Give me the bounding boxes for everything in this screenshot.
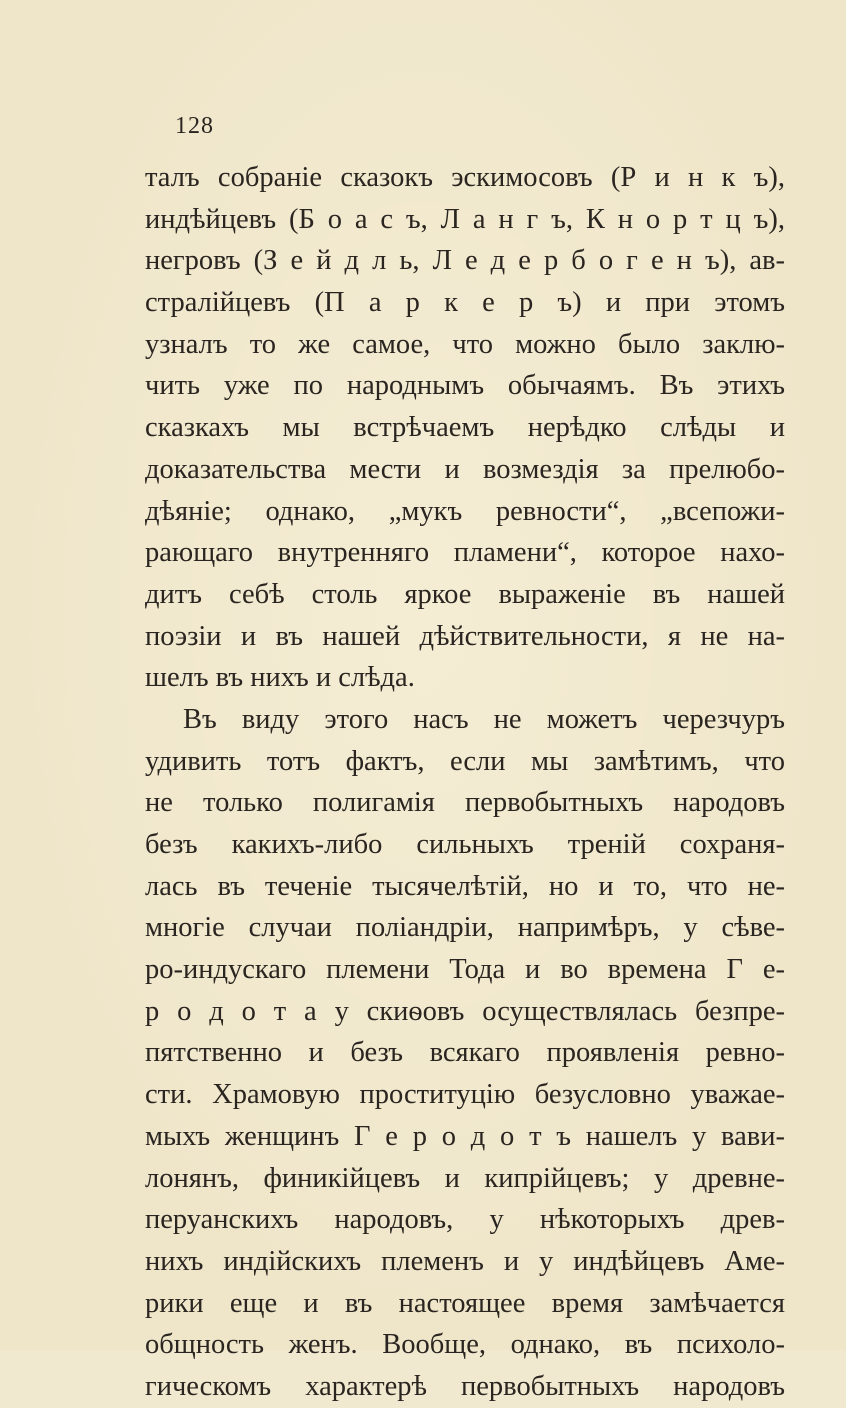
text-line-paragraph-end: шелъ въ нихъ и слѣда. — [145, 662, 415, 694]
body-text — [145, 157, 785, 1408]
text-line: индѣйцевъ (Б о а с ъ, Л а н г ъ, К н о р т ц ъ), — [145, 203, 785, 235]
text-line: пятственно и безъ всякаго проявленія ревно- — [145, 1037, 785, 1069]
text-line: дѣяніе; однако, „мукъ ревности“, „всепожи- — [145, 495, 785, 527]
text-line: гическомъ характерѣ первобытныхъ народовъ — [145, 1370, 785, 1402]
text-line: лонянъ, финикійцевъ и кипрійцевъ; у древне- — [145, 1162, 785, 1194]
text-line: рики еще и въ настоящее время замѣчается — [145, 1287, 785, 1319]
text-line: поэзіи и въ нашей дѣйствительности, я не на- — [145, 620, 785, 652]
text-line: доказательства мести и возмездія за прелюбо- — [145, 453, 785, 485]
text-line-paragraph-start: Въ виду этого насъ не можетъ черезчуръ — [183, 703, 785, 735]
text-line: негровъ (З е й д л ь, Л е д е р б о г е н ъ), ав- — [145, 245, 785, 277]
text-line: талъ собраніе сказокъ эскимосовъ (Р и н к ъ), — [145, 162, 785, 193]
text-line: удивить тотъ фактъ, если мы замѣтимъ, что — [145, 745, 785, 777]
page-number: 128 — [175, 113, 214, 139]
text-line: стралійцевъ (П а р к е р ъ) и при этомъ — [145, 287, 785, 319]
text-line: безъ какихъ-либо сильныхъ треній сохраня- — [145, 829, 785, 860]
text-line: ро-индускаго племени Тода и во времена Г е- — [145, 954, 785, 986]
text-line: общность женъ. Вообще, однако, въ психоло- — [145, 1329, 785, 1361]
text-line: рающаго внутренняго пламени“, которое нахо- — [145, 537, 785, 569]
text-line: р о д о т а у скиѳовъ осуществлялась безпре- — [145, 995, 785, 1027]
text-line: сказкахъ мы встрѣчаемъ нерѣдко слѣды и — [145, 412, 785, 444]
text-line: многіе случаи поліандріи, напримѣръ, у сѣве- — [145, 912, 785, 944]
text-line: узналъ то же самое, что можно было заклю- — [145, 328, 785, 360]
text-line: не только полигамія первобытныхъ народовъ — [145, 787, 785, 819]
text-line: сти. Храмовую проституцію безусловно уважае- — [145, 1079, 785, 1111]
text-line: нихъ индійскихъ племенъ и у индѣйцевъ Аме- — [145, 1245, 785, 1277]
text-line: лась въ теченіе тысячелѣтій, но и то, что не- — [145, 870, 785, 902]
text-line: мыхъ женщинъ Г е р о д о т ъ нашелъ у вави- — [145, 1120, 785, 1152]
text-line: перуанскихъ народовъ, у нѣкоторыхъ древ- — [145, 1204, 785, 1236]
text-line: чить уже по народнымъ обычаямъ. Въ этихъ — [145, 370, 785, 402]
text-line: дитъ себѣ столь яркое выраженіе въ нашей — [145, 578, 785, 610]
